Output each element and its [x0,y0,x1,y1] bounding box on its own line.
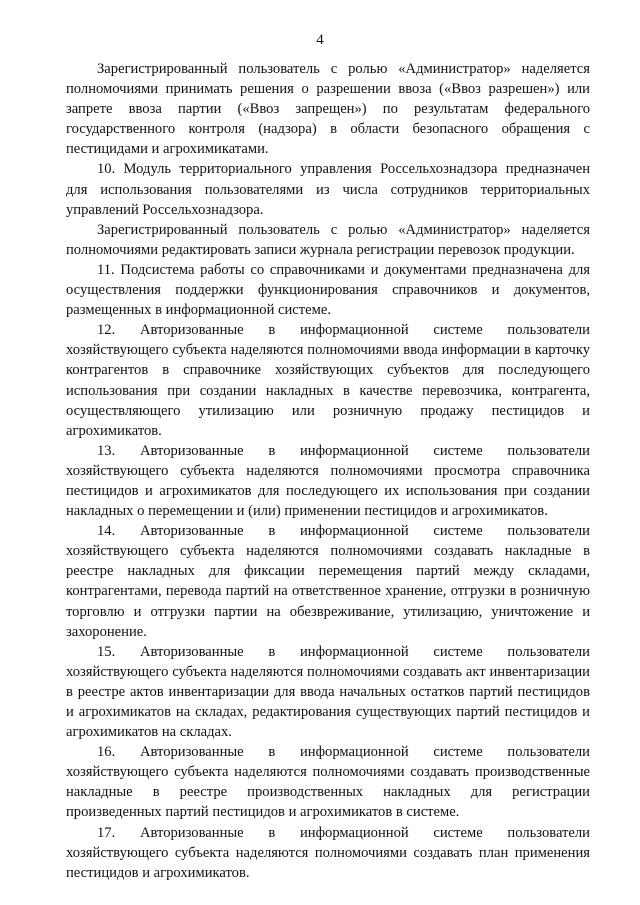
paragraph-12-contractor-card: 12. Авторизованные в информационной системе пользователи хозяйствующего субъекта наделяются полномочиями ввода информации в карточку контрагентов в справочнике хозяйствующих субъектов для последующего использования при создании накладных в качестве перевозчика, контрагента, осуществляющего утилизацию или розничную продажу пестицидов и агрохимикатов. [66,322,590,439]
document-body [66,59,590,883]
paragraph-11-reference-subsystem: 11. Подсистема работы со справочниками и документами предназначена для осуществления поддержки функционирования справочников и документов, размещенных в информационной системе. [66,261,590,319]
paragraph-10-territorial-module: 10. Модуль территориального управления Россельхознадзора предназначен для использования пользователями из числа сотрудников территориальных управлений Россельхознадзора. [66,161,590,218]
paragraph-administrator-import-decisions: Зарегистрированный пользователь с ролью «Администратор» наделяется полномочиями принимать решения о разрешении ввоза («Ввоз разрешен») или запрете ввоза партии («Ввоз запрещен») по результатам федерального государственного контроля (надзора) в области безопасного обращения с пестицидами и агрохимикатами. [66,61,590,158]
paragraph-14-waybill-registry: 14. Авторизованные в информационной системе пользователи хозяйствующего субъекта наделяются полномочиями создавать накладные в реестре накладных для фиксации перемещения партий между складами, контрагентами, перевода партий на ответственное хранение, отгрузки в розничную торговлю и отгрузки партии на обезвреживание, утилизацию, уничтожение и захоронение. [66,523,590,640]
paragraph-17-application-plan: 17. Авторизованные в информационной системе пользователи хозяйствующего субъекта наделяются полномочиями создавать план применения пестицидов и агрохимикатов. [66,824,590,881]
page-number: 4 [316,32,324,48]
paragraph-13-pesticide-reference: 13. Авторизованные в информационной системе пользователи хозяйствующего субъекта наделяются полномочиями просмотра справочника пестицидов и агрохимикатов для последующего их использования при создании накладных о перемещении и (или) применении пестицидов и агрохимикатов. [66,442,590,520]
paragraph-15-inventory-act: 15. Авторизованные в информационной системе пользователи хозяйствующего субъекта наделяются полномочиями создавать акт инвентаризации в реестре актов инвентаризации для ввода начальных остатков партий пестицидов и агрохимикатов на складах, редактирования существующих партий пестицидов и агрохимикатов на складах. [66,643,590,741]
paragraph-administrator-journal-editing: Зарегистрированный пользователь с ролью «Администратор» наделяется полномочиями редактировать записи журнала регистрации перевозок продукции. [66,221,590,258]
paragraph-16-production-waybills: 16. Авторизованные в информационной системе пользователи хозяйствующего субъекта наделяются полномочиями создавать производственные накладные в реестре производственных накладных для регистрации произведенных партий пестицидов и агрохимикатов в системе. [66,744,590,821]
